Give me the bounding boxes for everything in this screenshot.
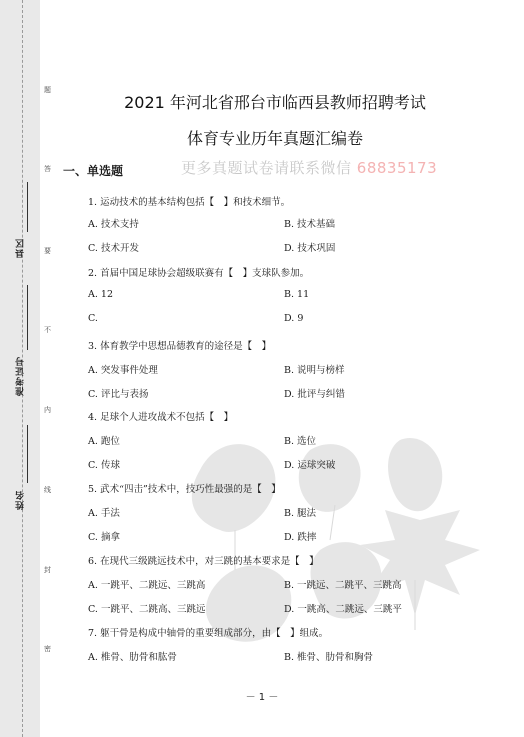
seal-char: 题	[44, 86, 51, 94]
page-title: 2021 年河北省邢台市临西县教师招聘考试	[124, 93, 426, 112]
question-3: 3. 体育教学中思想品德教育的途径是【 】	[88, 341, 272, 352]
page-number: － 1 －	[245, 692, 279, 703]
option-6a: A. 一跳平、二跳远、三跳高	[88, 580, 206, 591]
option-3d: D. 批评与纠错	[284, 389, 345, 400]
name-field-line	[27, 425, 28, 483]
seal-char: 不	[44, 326, 51, 334]
seal-char: 线	[44, 486, 51, 494]
page-subtitle: 体育专业历年真题汇编卷	[186, 129, 363, 148]
option-4b: B. 选位	[284, 436, 317, 447]
seal-char: 要	[44, 247, 51, 255]
question-2: 2. 首届中国足球协会超级联赛有【 】支球队参加。	[88, 268, 310, 279]
question-5: 5. 武术“四击”技术中，技巧性最强的是【 】	[88, 484, 281, 495]
option-2a: A. 12	[88, 289, 113, 300]
watermark-text: 更多真题试卷请联系微信	[181, 159, 357, 177]
option-3c: C. 评比与表扬	[88, 389, 149, 400]
option-2d: D. 9	[284, 313, 304, 324]
seal-char: 密	[44, 645, 51, 653]
option-2c: C.	[88, 313, 98, 324]
name-field-label: 姓名	[16, 490, 26, 510]
option-4c: C. 传球	[88, 460, 120, 471]
option-7b: B. 椎骨、肋骨和胸骨	[284, 652, 374, 663]
option-6d: D. 一跳高、二跳远、三跳平	[284, 604, 402, 615]
option-3b: B. 说明与榜样	[284, 365, 345, 376]
option-5d: D. 跌摔	[284, 532, 317, 543]
option-3a: A. 突发事件处理	[88, 365, 158, 376]
watermark	[181, 157, 437, 178]
option-4d: D. 运球突破	[284, 460, 336, 471]
county-field-label: 县区	[16, 238, 26, 258]
option-6c: C. 一跳平、二跳高、三跳远	[88, 604, 206, 615]
county-field-line	[27, 182, 28, 232]
option-5b: B. 腿法	[284, 508, 317, 519]
option-1c: C. 技术开发	[88, 243, 139, 254]
seal-char: 内	[44, 406, 51, 414]
option-7a: A. 椎骨、肋骨和肱骨	[88, 652, 177, 663]
option-2b: B. 11	[284, 289, 310, 300]
seal-char: 封	[44, 566, 51, 574]
option-5a: A. 手法	[88, 508, 120, 519]
option-4a: A. 跑位	[88, 436, 120, 447]
question-6: 6. 在现代三级跳远技术中，对三跳的基本要求是【 】	[88, 556, 319, 567]
question-4: 4. 足球个人进攻战术不包括【 】	[88, 412, 234, 423]
seal-char: 答	[44, 165, 51, 173]
section-heading: 一、单选题	[63, 164, 124, 178]
exam-number-field-line	[27, 285, 28, 350]
question-1: 1. 运动技术的基本结构包括【 】和技术细节。	[88, 197, 291, 208]
exam-number-field-label: 准考证号	[16, 356, 26, 396]
watermark-number: 68835173	[356, 159, 438, 177]
option-1b: B. 技术基础	[284, 219, 336, 230]
option-1d: D. 技术巩固	[284, 243, 336, 254]
question-7: 7. 躯干骨是构成中轴骨的重要组成部分，由【 】组成。	[88, 628, 329, 639]
option-5c: C. 摘拿	[88, 532, 120, 543]
option-1a: A. 技术支持	[88, 219, 139, 230]
option-6b: B. 一跳远、二跳平、三跳高	[284, 580, 402, 591]
